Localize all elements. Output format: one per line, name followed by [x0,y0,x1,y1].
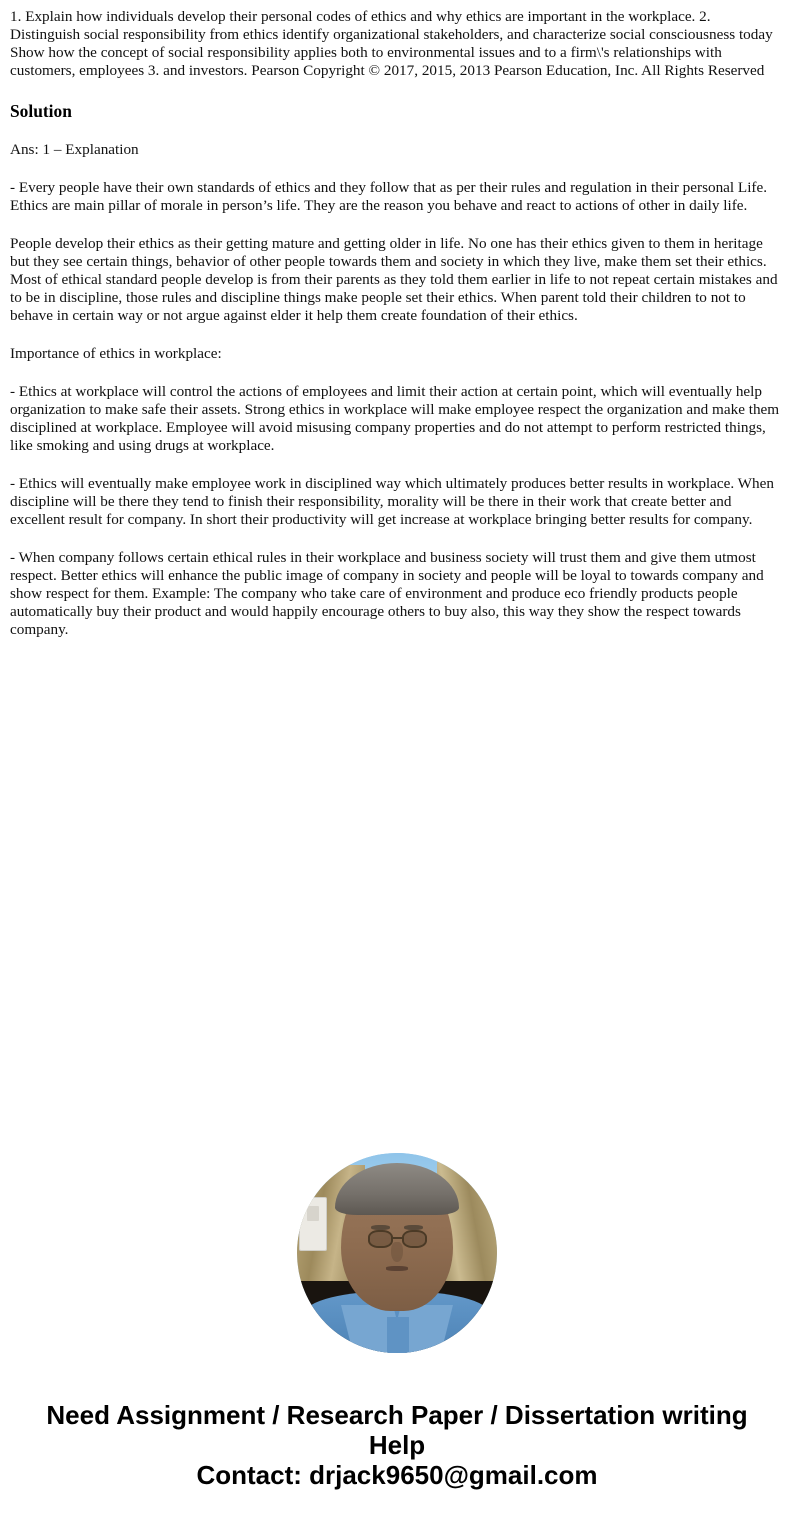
importance-subheading: Importance of ethics in workplace: [10,345,222,362]
solution-paragraph-1: - Every people have their own standards of ethics and they follow that as per their rules and regulation in their personal Life. Ethics are main pillar of morale in person’s life. They are the reason you behave and react to actions of other in daily life. [10,179,768,214]
footer-contact: Contact: drjack9650@gmail.com [196,1460,598,1490]
solution-paragraph-2: People develop their ethics as their getting mature and getting older in life. No one has their ethics given to them in heritage but they see certain things, behavior of other people towards them and society in which they live, make them set their ethics. Most of ethical standard people develop is from their parents as they told them earlier in life to not repeat certain mistakes and to be in discipline, those rules and discipline things make people set their ethics. When parent told their children to not to behave in certain way or not argue against elder it help them create foundation of their ethics. [10,235,778,324]
solution-heading: Solution [10,101,72,121]
question-text: 1. Explain how individuals develop their personal codes of ethics and why ethics are important in the workplace. 2. Distinguish social responsibility from ethics identify organizational stakeholders, and characterize social consciousness today Show how the concept of social responsibility applies both to environmental issues and to a firm\'s relationships with customers, employees 3. and investors. Pearson Copyright © 2017, 2015, 2013 Pearson Education, Inc. All Rights Reserved [10,8,773,79]
footer-headline: Need Assignment / Research Paper / Dissertation writing Help [46,1400,748,1460]
avatar-mouth [386,1266,408,1270]
avatar-background-switchplate [299,1197,327,1251]
avatar-glasses-bridge [393,1237,402,1239]
solution-paragraph-3: - Ethics at workplace will control the actions of employees and limit their action at certain point, which will eventually help organization to make safe their assets. Strong ethics in workplace will make employee respect the organization and make them disciplined at workplace. Employee will avoid misusing company properties and do not attempt to perform restricted things, like smoking and using drugs at workplace. [10,383,780,454]
avatar-tie [387,1317,409,1353]
avatar-container [0,1153,794,1353]
avatar-nose [391,1242,402,1262]
avatar-lens-left [368,1230,393,1247]
avatar [297,1153,497,1353]
answer-label: Ans: 1 – Explanation [10,141,139,158]
footer [0,1400,794,1490]
solution-paragraph-4: - Ethics will eventually make employee work in disciplined way which ultimately produces better results in workplace. When discipline will be there they tend to finish their responsibility, morality will be there in their work that create better and excellent result for company. In short their productivity will get increase at workplace bringing better results for company. [10,475,774,528]
avatar-eyebrow-right [404,1225,423,1230]
avatar-eyebrow-left [371,1225,390,1230]
solution-paragraph-5: - When company follows certain ethical rules in their workplace and business society will trust them and give them utmost respect. Better ethics will enhance the public image of company in society and people will be loyal to towards company and show respect for them. Example: The company who take care of environment and produce eco friendly products people automatically buy their product and would happily encourage others to buy also, this way they show the respect towards company. [10,549,764,638]
avatar-lens-right [402,1230,427,1247]
